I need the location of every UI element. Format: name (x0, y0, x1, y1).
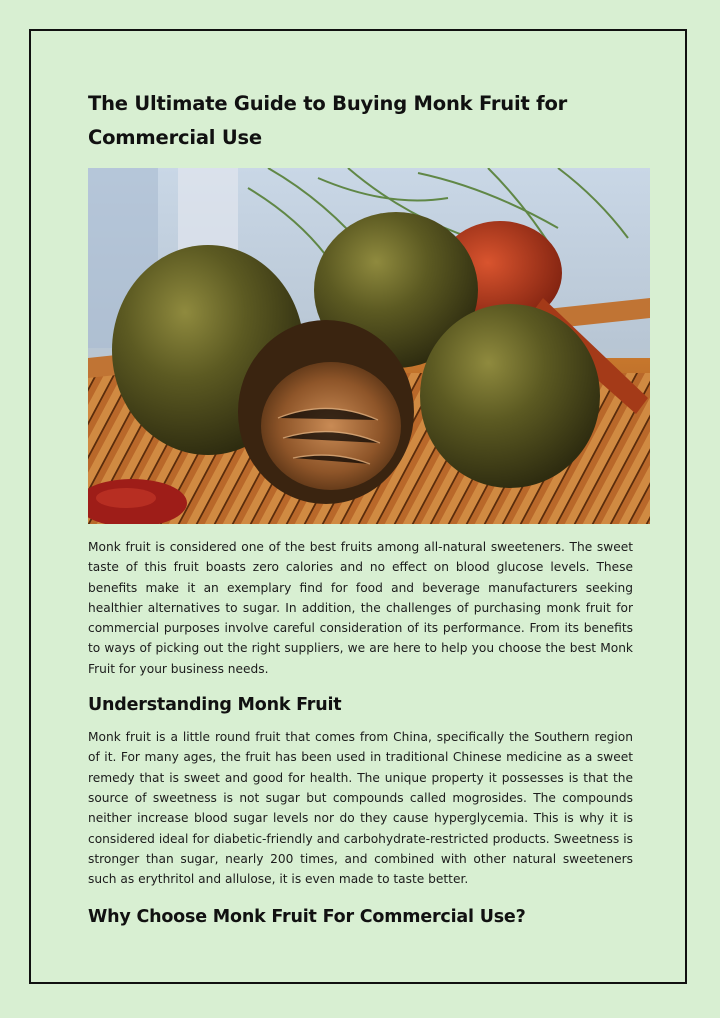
intro-paragraph: Monk fruit is considered one of the best fruits among all-natural sweeteners. The sweet taste of this fruit boasts zero calories and no effect on blood glucose levels. These benefits make it an exemplary find for food and beverage manufacturers seeking healthier alternatives to sugar. In addition, the challenges of purchasing monk fruit for commercial purposes involve careful consideration of its performance. From its benefits to ways of picking out the right suppliers, we are here to help you choose the best Monk Fruit for your business needs. (88, 540, 633, 676)
section-heading-why-choose: Why Choose Monk Fruit For Commercial Use? (88, 907, 526, 928)
understanding-paragraph: Monk fruit is a little round fruit that comes from China, specifically the Southern region of it. For many ages, the fruit has been used in traditional Chinese medicine as a sweet remedy that is sweet and good for health. The unique property it possesses is that the source of sweetness is not sugar but compounds called mogrosides. The compounds neither increase blood sugar levels nor do they cause hyperglycemia. This is why it is considered ideal for diabetic-friendly and carbohydrate-restricted products. Sweetness is stronger than sugar, nearly 200 times, and combined with other natural sweeteners such as erythritol and allulose, it is even made to taste better. (88, 730, 633, 887)
monk-fruit-photo (88, 168, 650, 524)
section-heading-understanding: Understanding Monk Fruit (88, 695, 342, 716)
article (88, 87, 633, 929)
page-title: The Ultimate Guide to Buying Monk Fruit for Commercial Use (88, 92, 568, 149)
